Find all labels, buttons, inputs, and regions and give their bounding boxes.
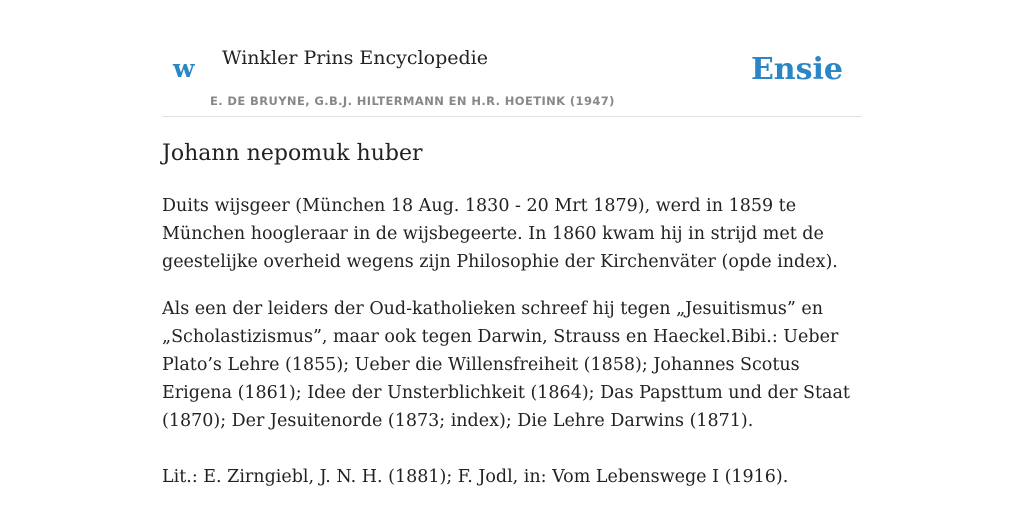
- site-header: [162, 0, 862, 117]
- article-paragraph: Duits wijsgeer (München 18 Aug. 1830 - 20 Mrt 1879), werd in 1859 te München hoogleraar in de wijsbegeerte. In 1860 kwam hij in strijd met de geestelijke overheid wegens zijn Philosophie der Kirchenväter (opde index).: [162, 196, 838, 272]
- article-literature: Lit.: E. Zirngiebl, J. N. H. (1881); F. Jodl, in: Vom Lebenswege I (1916).: [162, 467, 789, 487]
- article-title: Johann nepomuk huber: [162, 141, 423, 166]
- authors-credit: E. DE BRUYNE, G.B.J. HILTERMANN EN H.R. HOETINK (1947): [210, 94, 615, 108]
- ensie-brand-logo[interactable]: Ensie: [750, 52, 843, 87]
- site-logo-icon[interactable]: w: [173, 54, 195, 83]
- article: [162, 138, 862, 491]
- article-paragraph: Als een der leiders der Oud-katholieken schreef hij tegen „Jesuitismus” en „Scholastizismus”, maar ook tegen Darwin, Strauss en Haeckel.Bibi.: Ueber Plato’s Lehre (1855); Ueber die Willensfreiheit (1858); Johannes Scotus Erigena (1861); Idee der Unsterblichkeit (1864); Das Papsttum und der Staat (1870); Der Jesuitenorde (1873; index); Die Lehre Darwins (1871).: [162, 299, 850, 431]
- site-title[interactable]: Winkler Prins Encyclopedie: [222, 47, 488, 69]
